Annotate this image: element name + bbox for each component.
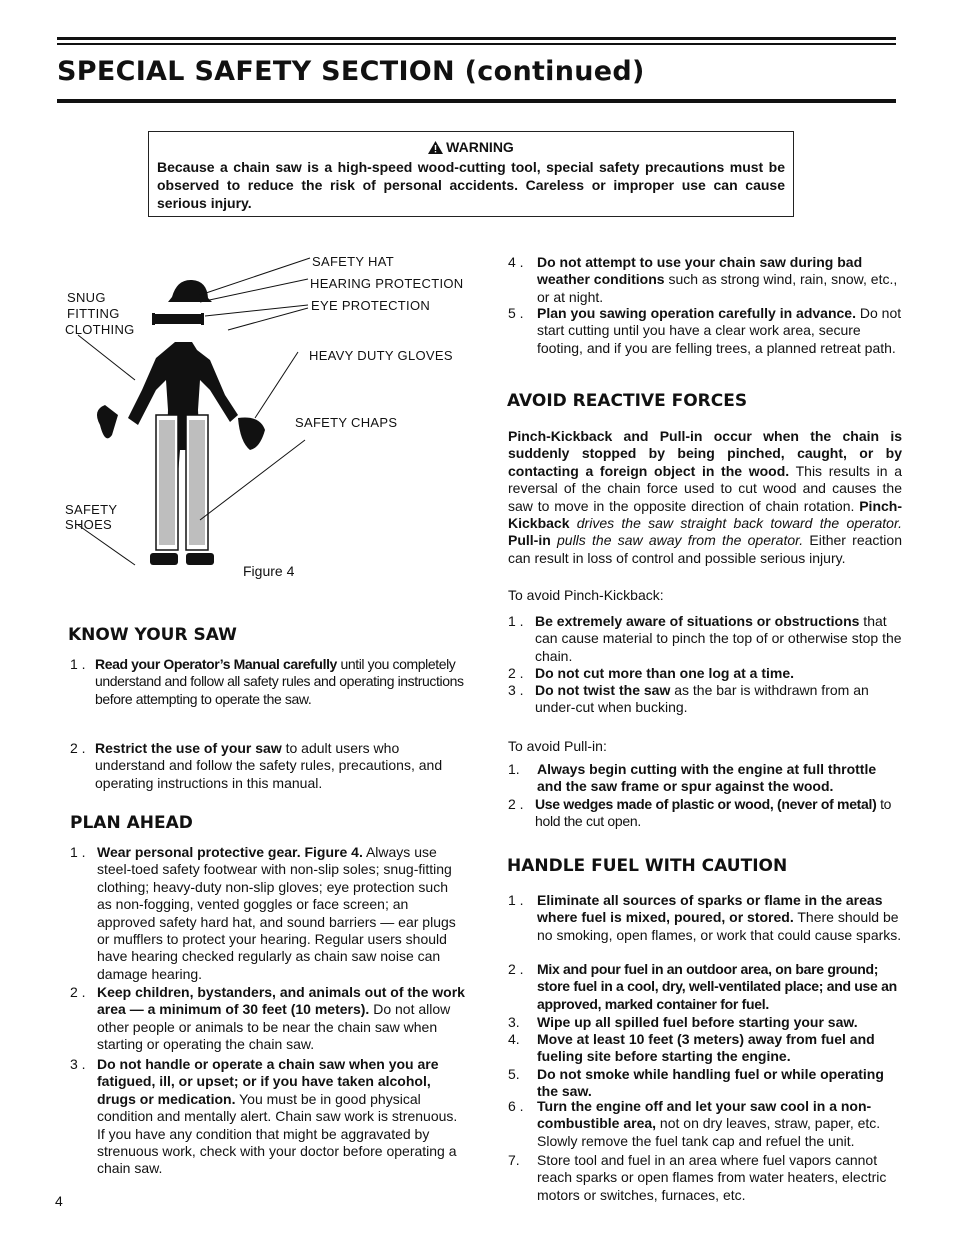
reactive-bold-2: Pinch-Kickback xyxy=(508,497,902,532)
item-text: to adult users who understand and follow the safety rules, precautions, and operating instructions in this manual. xyxy=(95,740,443,791)
reactive-bold-3: Pull-in xyxy=(508,532,551,549)
heading-avoid-reactive-forces: AVOID REACTIVE FORCES xyxy=(507,391,748,411)
item-text: not on dry leaves, straw, paper, etc. Slowly remove the fuel tank cap and refuel the unit. xyxy=(537,1115,881,1149)
item-text: as the bar is withdrawn from an under-cut when bucking. xyxy=(535,682,869,716)
warning-triangle-icon xyxy=(428,140,443,158)
list-item xyxy=(508,254,902,306)
page-title: SPECIAL SAFETY SECTION (continued) xyxy=(57,56,645,87)
warning-label: WARNING xyxy=(446,139,514,155)
list-item xyxy=(508,1014,904,1031)
warning-box xyxy=(148,131,794,217)
item-number: 6 . xyxy=(508,1098,524,1114)
reactive-paragraph xyxy=(508,428,902,567)
label-fitting: FITTING xyxy=(67,306,120,321)
item-bold: Be extremely aware of situations or obstructions xyxy=(535,613,860,629)
item-number: 1. xyxy=(508,761,520,777)
item-number: 2 . xyxy=(70,740,86,756)
item-bold: Restrict the use of your saw xyxy=(95,740,282,756)
item-bold: Turn the engine off and let your saw cool in a non-combustible area, xyxy=(537,1098,872,1132)
list-item xyxy=(508,665,902,682)
list-item xyxy=(508,961,904,1013)
item-bold: Use wedges made of plastic or wood, (never of metal) xyxy=(535,796,877,812)
item-text: There should be no smoking, open flames, or work that could cause sparks. xyxy=(537,909,902,943)
heading-handle-fuel: HANDLE FUEL WITH CAUTION xyxy=(507,856,788,876)
item-number: 4. xyxy=(508,1031,520,1047)
item-number: 1 . xyxy=(508,613,524,629)
item-text: such as strong wind, rain, snow, etc., or at night. xyxy=(537,271,898,305)
title-underline xyxy=(57,99,896,103)
item-bold: Do not handle or operate a chain saw when you are fatigued, ill, or upset; or if you have taken alcohol, drugs or medication. xyxy=(97,1056,439,1107)
label-safety-chaps: SAFETY CHAPS xyxy=(295,415,398,430)
list-item xyxy=(508,1152,904,1204)
reactive-text-1: This results in a reversal of the chain force used to cut wood and causes the saw to move in the opposite direction of chain rotation. xyxy=(508,462,903,514)
item-number: 2 . xyxy=(508,665,524,681)
item-bold: Eliminate all sources of sparks or flame in the areas where fuel is mixed, poured, or stored. xyxy=(537,892,883,926)
item-number: 5. xyxy=(508,1066,520,1082)
item-bold: Mix and pour fuel in an outdoor area, on bare ground; store fuel in a cool, dry, well-ventilated place; and use an approved, marked container for fuel. xyxy=(537,961,897,1012)
list-item xyxy=(508,613,902,665)
item-text: to hold the cut open. xyxy=(535,796,892,830)
reactive-italic-3: pulls the saw away from the operator. xyxy=(550,532,804,549)
item-text: Always use steel-toed safety footwear with non-slip soles; snug-fitting clothing; heavy-duty non-slip gloves; eye protection such as non-fogging, vented goggles or face screen; an approved safety hard hat, and sound barriers — ear plugs or mufflers to protect your hearing. Regular users should have hearing checked regularly as chain saw noise can damage hearing. xyxy=(97,844,456,982)
item-number: 7. xyxy=(508,1152,520,1168)
item-bold: Keep children, bystanders, and animals out of the work area — a minimum of 30 feet (10 meters). xyxy=(97,984,465,1018)
item-bold: Plan you sawing operation carefully in advance. xyxy=(537,305,856,321)
item-bold: Do not smoke while handling fuel or while operating the saw. xyxy=(537,1066,884,1100)
pull-in-heading: To avoid Pull-in: xyxy=(508,738,607,754)
list-item xyxy=(70,984,465,1054)
label-hearing-protection: HEARING PROTECTION xyxy=(310,276,464,291)
label-shoes: SHOES xyxy=(65,517,113,532)
item-bold: Do not twist the saw xyxy=(535,682,671,698)
item-number: 4 . xyxy=(508,254,524,270)
list-item xyxy=(508,682,902,717)
label-safety: SAFETY xyxy=(65,502,118,517)
item-text: that can cause material to pinch the top of or otherwise stop the chain. xyxy=(535,613,902,664)
item-bold: Move at least 10 feet (3 meters) away from fuel and fueling site before starting the engine. xyxy=(537,1031,875,1065)
item-number: 3. xyxy=(508,1014,520,1030)
item-bold: Do not attempt to use your chain saw during bad weather conditions xyxy=(537,254,863,288)
item-bold: Do not cut more than one log at a time. xyxy=(535,665,795,681)
heading-know-your-saw: KNOW YOUR SAW xyxy=(68,625,237,645)
label-snug: SNUG xyxy=(67,290,106,305)
item-text: Do not allow other people or animals to be near the chain saw when starting or operating the chain saw. xyxy=(97,1001,451,1053)
item-number: 3 . xyxy=(508,682,524,698)
list-item xyxy=(508,1031,904,1066)
warning-heading xyxy=(157,138,785,158)
item-bold: Read your Operator’s Manual carefully xyxy=(95,656,337,672)
list-item xyxy=(70,844,465,983)
warning-text: Because a chain saw is a high-speed wood-cutting tool, special safety precautions must be observed to reduce the risk of personal accidents. Careless or improper use can cause serious injury. xyxy=(157,159,785,211)
list-item xyxy=(508,796,902,831)
item-number: 5 . xyxy=(508,305,524,321)
figure-caption: Figure 4 xyxy=(243,563,295,579)
list-item xyxy=(508,892,904,944)
item-number: 1 . xyxy=(508,892,524,908)
label-heavy-duty-gloves: HEAVY DUTY GLOVES xyxy=(309,348,453,363)
list-item xyxy=(508,1066,904,1101)
reactive-bold-1: Pinch-Kickback and Pull-in occur when the chain is suddenly stopped by being pinched, caught, or by contacting a foreign object in the wood. xyxy=(508,428,902,479)
list-item xyxy=(70,1056,465,1178)
item-number: 3 . xyxy=(70,1056,86,1072)
label-eye-protection: EYE PROTECTION xyxy=(311,298,431,313)
list-item xyxy=(508,1098,904,1150)
item-number: 1 . xyxy=(70,844,86,860)
label-safety-hat: SAFETY HAT xyxy=(312,254,394,269)
pinch-kickback-heading: To avoid Pinch-Kickback: xyxy=(508,587,664,603)
reactive-italic-2: drives the saw straight back toward the operator. xyxy=(569,515,902,532)
item-number: 2 . xyxy=(70,984,86,1000)
item-number: 2 . xyxy=(508,961,524,977)
reactive-text-3: Either reaction can result in loss of control and possible serious injury. xyxy=(508,532,902,566)
item-number: 1 . xyxy=(70,656,86,672)
list-item xyxy=(70,656,465,708)
list-item xyxy=(508,305,902,357)
item-text: Do not start cutting until you have a clear work area, secure footing, and if you are felling trees, a planned retreat path. xyxy=(537,305,902,356)
list-item xyxy=(70,740,465,792)
item-text: Store tool and fuel in an area where fuel vapors cannot reach sparks or open flames from water heaters, electric motors or switches, furnaces, etc. xyxy=(537,1152,887,1203)
list-item xyxy=(508,761,902,796)
top-rule xyxy=(57,37,896,40)
item-bold: Wipe up all spilled fuel before starting your saw. xyxy=(537,1014,858,1030)
heading-plan-ahead: PLAN AHEAD xyxy=(70,813,193,833)
top-rule-thin xyxy=(57,43,896,45)
item-number: 2 . xyxy=(508,796,524,812)
label-clothing: CLOTHING xyxy=(65,322,135,337)
page-number: 4 xyxy=(55,1193,63,1209)
item-text: until you completely understand and follow all safety rules and operating instructions before attempting to operate the saw. xyxy=(95,656,464,707)
item-bold: Wear personal protective gear. Figure 4. xyxy=(97,844,363,860)
item-text: You must be in good physical condition and mentally alert. Chain saw work is strenuous. If you have any condition that might be aggravated by strenuous work, check with your doctor before operating a chain saw. xyxy=(97,1090,458,1177)
item-bold: Always begin cutting with the engine at full throttle and the saw frame or spur against the wood. xyxy=(537,761,877,795)
